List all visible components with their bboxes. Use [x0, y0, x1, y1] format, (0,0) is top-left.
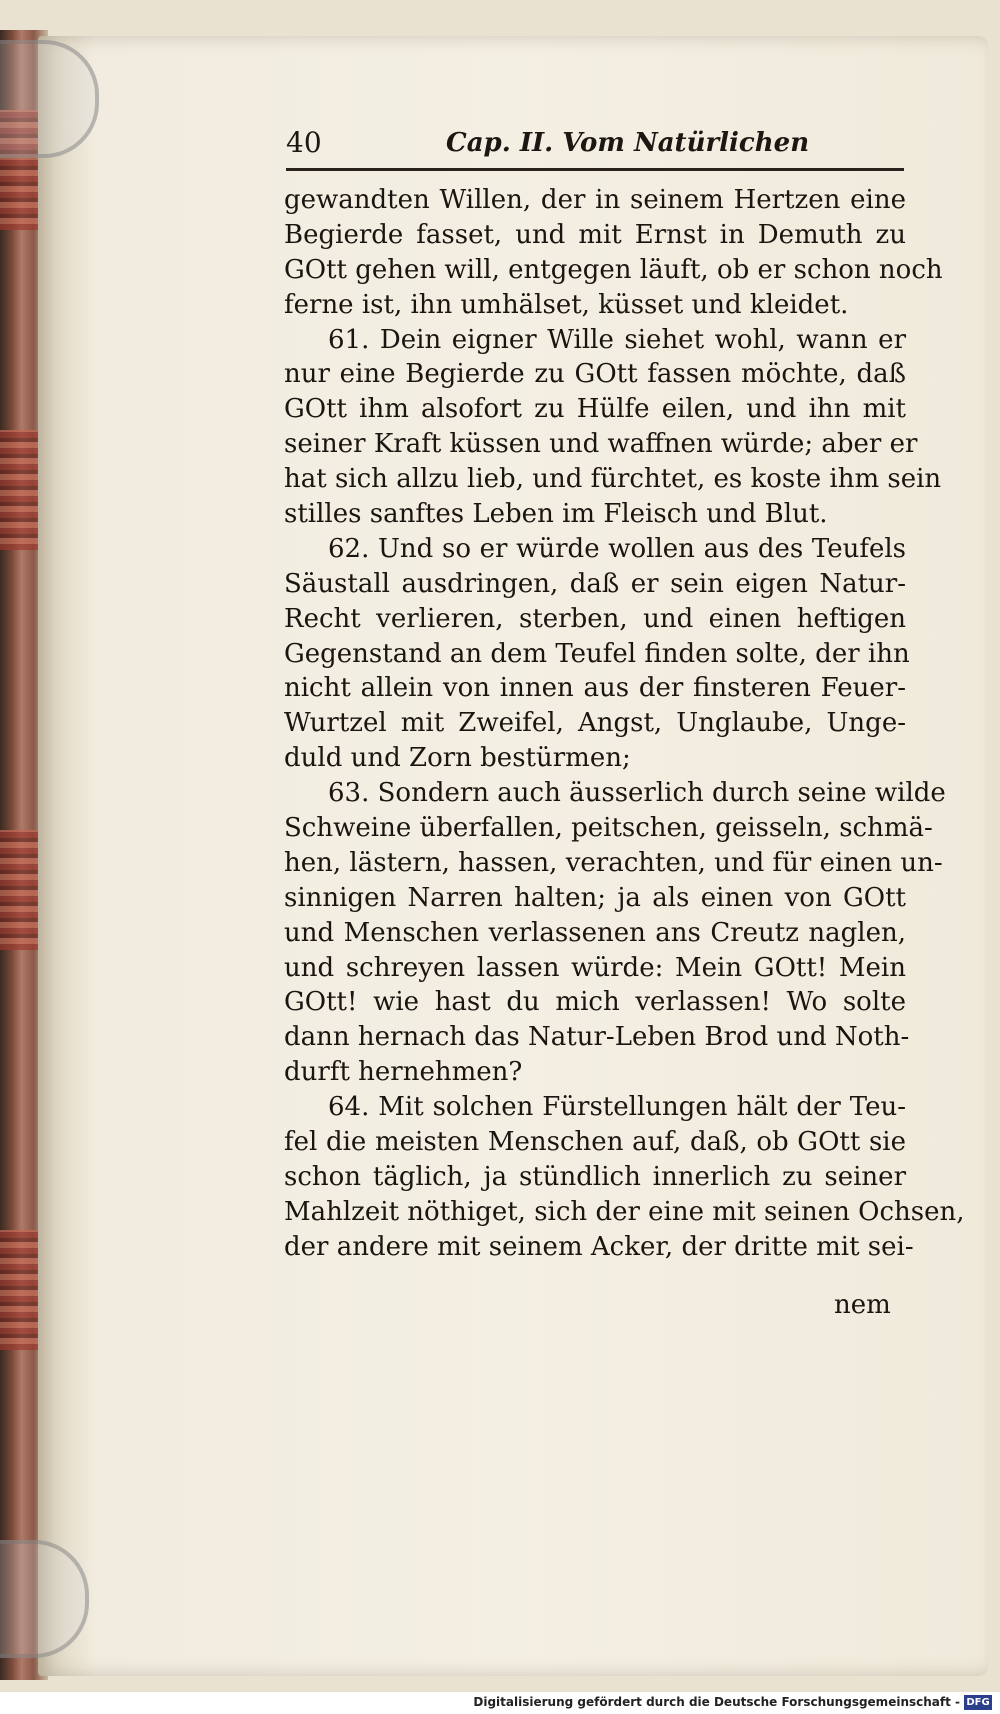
text-line: sinnigen Narren halten; ja als einen von GOtt — [284, 882, 906, 913]
text-line: hen, lästern, hassen, verachten, und für einen un- — [284, 847, 943, 878]
page-number: 40 — [286, 126, 322, 159]
text-line: der andere mit seinem Acker, der dritte mit sei- — [284, 1231, 914, 1262]
text-line: GOtt ihm alsofort zu Hülfe eilen, und ihn mit — [284, 394, 906, 425]
text-line: duld und Zorn bestürmen; — [284, 743, 631, 774]
body-text — [284, 183, 965, 1265]
text-line: hat sich allzu lieb, und fürchtet, es koste ihm sein — [284, 464, 942, 495]
text-line: schon täglich, ja stündlich innerlich zu seiner — [284, 1161, 906, 1192]
text-line: stilles sanftes Leben im Fleisch und Blut. — [284, 499, 828, 530]
marbled-edge-band — [0, 1230, 40, 1350]
text-line: Säustall ausdringen, daß er sein eigen Natur- — [284, 568, 906, 599]
text-line: Mahlzeit nöthiget, sich der eine mit seinen Ochsen, — [284, 1196, 965, 1227]
text-line: Gegenstand an dem Teufel finden solte, der ihn — [284, 638, 910, 669]
page-clip-top — [0, 40, 99, 158]
marbled-edge-band — [0, 830, 40, 950]
text-line: nur eine Begierde zu GOtt fassen möchte, daß — [284, 359, 906, 390]
text-line: und Menschen verlassenen ans Creutz naglen, — [284, 917, 906, 948]
marbled-edge-band — [0, 430, 40, 550]
header-rule — [286, 168, 904, 171]
catchword: nem — [834, 1290, 891, 1320]
text-line: 64. Mit solchen Fürstellungen hält der Teu- — [328, 1092, 906, 1123]
text-line: Recht verlieren, sterben, und einen heftigen — [284, 603, 906, 634]
text-line: Begierde fasset, und mit Ernst in Demuth zu — [284, 219, 906, 250]
text-line: gewandten Willen, der in seinem Hertzen eine — [284, 185, 906, 215]
text-line: und schreyen lassen würde: Mein GOtt! Mein — [284, 952, 906, 983]
dfg-logo: DFG — [964, 1695, 992, 1710]
text-line: fel die meisten Menschen auf, daß, ob GOtt sie — [284, 1127, 906, 1158]
text-line: Schweine überfallen, peitschen, geisseln, schmä- — [284, 813, 933, 844]
page-header — [286, 120, 906, 168]
running-head: Cap. II. Vom Natürlichen — [446, 128, 810, 158]
digitization-footer — [0, 1692, 1000, 1714]
text-line: nicht allein von innen aus der finsteren Feuer- — [284, 673, 906, 704]
text-line: GOtt! wie hast du mich verlassen! Wo solte — [284, 987, 906, 1018]
text-line: 62. Und so er würde wollen aus des Teufels — [328, 533, 906, 564]
footer-credit: Digitalisierung gefördert durch die Deutsche Forschungsgemeinschaft - — [473, 1695, 960, 1709]
text-line: ferne ist, ihn umhälset, küsset und kleidet. — [284, 289, 849, 320]
text-line: 63. Sondern auch äusserlich durch seine wilde — [328, 778, 946, 809]
text-line: 61. Dein eigner Wille siehet wohl, wann er — [328, 324, 906, 355]
text-line: GOtt gehen will, entgegen läuft, ob er schon noch — [284, 254, 943, 285]
text-line: dann hernach das Natur-Leben Brod und Noth- — [284, 1022, 910, 1053]
text-line: seiner Kraft küssen und waffnen würde; aber er — [284, 429, 918, 460]
text-line: durft hernehmen? — [284, 1057, 523, 1088]
text-line: Wurtzel mit Zweifel, Angst, Unglaube, Unge- — [284, 708, 906, 739]
